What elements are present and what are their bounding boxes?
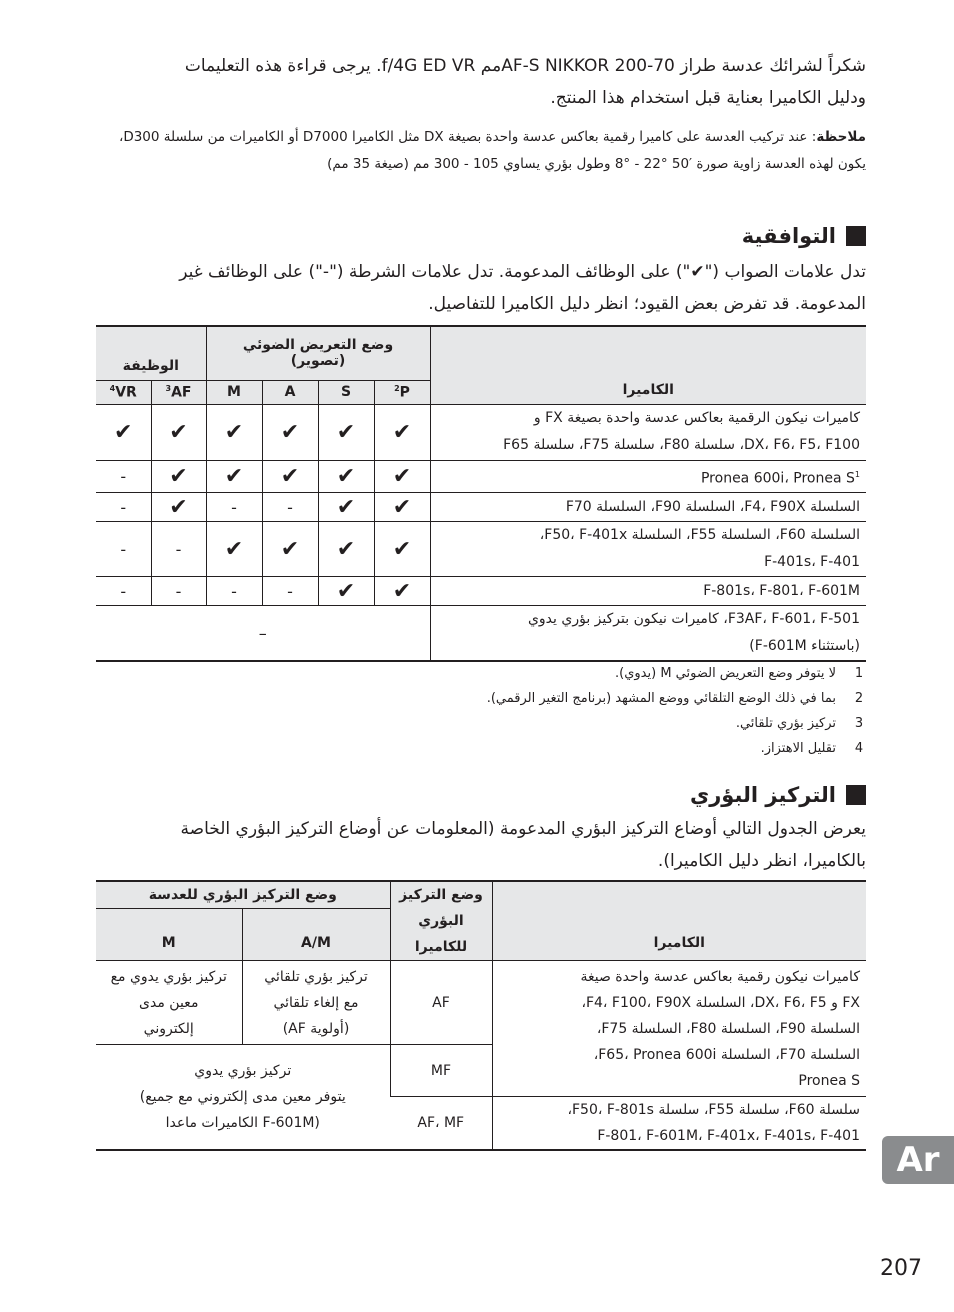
- focus-para-line-1: يعرض الجدول التالي أوضاع التركيز البؤري المدعومة (المعلومات عن أوضاع التركيز البؤري الخاصة: [180, 819, 866, 839]
- camera-cell: كاميرات نيكون رقمية بعاكس عدسة واحدة صيغة FX و DX، F6، F5، السلسلة F4، F100، F90X، السلسلة F90، السلسلة F80، السلسلة F75، السلسلة F70، السلسلة F65، Pronea 600i، Pronea S: [492, 961, 866, 1097]
- mode-af-mf-cell: AF، MF: [390, 1097, 492, 1151]
- col-s: S: [318, 380, 374, 404]
- af-am-cell: تركيز بؤري تلقائي مع إلغاء تلقائي (AF أولوية): [242, 961, 390, 1045]
- header-camera: الكاميرا: [430, 326, 866, 404]
- camera-cell: كاميرات نيكون الرقمية بعاكس عدسة واحدة بصيغة FX و DX، F6، F5، F100، سلسلة F80، سلسلة F75، سلسلة F65: [430, 404, 866, 460]
- header-camera-mode: وضع التركيز البؤري للكاميرا: [390, 881, 492, 961]
- table-row: [96, 493, 866, 522]
- mark-m: -: [206, 577, 262, 606]
- mark-af: -: [151, 577, 206, 606]
- note-text: : عند تركيب العدسة على كاميرا رقمية بعاكس عدسة واحدة بصيغة DX مثل الكاميرا D7000 أو الكاميرات من سلسلة D300، يكون لهذه العدسة زاوية صورة ′50 °22 - °8 وطول بؤري يساوي 105 ‑ 300 مم (صيغة 35 مم): [118, 129, 866, 172]
- camera-cell: سلسلة F60، سلسلة F55، سلسلة F50، F-801s، F-801، F-601M، F-401x، F-401s، F-401: [492, 1097, 866, 1151]
- header-exposure-sub: (تصوير): [290, 353, 346, 370]
- table-row: [96, 404, 866, 460]
- header-camera: الكاميرا: [492, 881, 866, 961]
- note-label: ملاحظة: [816, 129, 866, 145]
- camera-cell: السلسلة F4، F90X، السلسلة F90، السلسلة F70: [430, 493, 866, 522]
- col-vr: $^4$VR: [96, 380, 151, 404]
- mark-s: ✔: [318, 460, 374, 493]
- table-row: [96, 460, 866, 493]
- heading-square-icon: [846, 785, 866, 805]
- compat-heading-text: التوافقية: [741, 224, 836, 248]
- mark-vr: -: [96, 493, 151, 522]
- col-af: $^3$AF: [151, 380, 206, 404]
- focus-heading: [690, 783, 866, 807]
- col-p: $^2$P: [374, 380, 430, 404]
- compat-para-line-1: تدل علامات الصواب ("✔") على الوظائف المدعومة. تدل علامات الشرطة ("-") على الوظائف غير: [179, 262, 866, 282]
- focus-para-line-2: بالكاميرا، انظر دليل الكاميرا).: [657, 851, 866, 871]
- mark-a: ✔: [262, 522, 318, 577]
- col-am: A/M: [242, 909, 390, 961]
- mark-p: ✔: [374, 493, 430, 522]
- mark-a: ✔: [262, 460, 318, 493]
- mf-cell: تركيز بؤري يدوي (يتوفر معين مدى إلكتروني مع جميع الكاميرات ماعدا F-601M): [96, 1045, 390, 1151]
- col-m: M: [206, 380, 262, 404]
- focus-paragraph: [96, 813, 866, 877]
- mark-vr: -: [96, 577, 151, 606]
- intro-paragraph: [96, 50, 866, 114]
- mark-p: ✔: [374, 404, 430, 460]
- mark-a: -: [262, 493, 318, 522]
- camera-cell: F3AF، F-601، F-501، كاميرات نيكون بتركيز بؤري يدوي (باستثناء F-601M): [430, 606, 866, 662]
- mark-a: -: [262, 577, 318, 606]
- mark-a: ✔: [262, 404, 318, 460]
- intro-line-2: ودليل الكاميرا بعناية قبل استخدام هذا المنتج.: [550, 88, 866, 108]
- mark-s: ✔: [318, 577, 374, 606]
- language-tab: Ar: [882, 1136, 954, 1184]
- note-paragraph: [96, 124, 866, 178]
- camera-cell: F-801s، F-801، F-601M: [430, 577, 866, 606]
- mark-vr: ✔: [96, 404, 151, 460]
- table-row: [96, 577, 866, 606]
- mark-m: ✔: [206, 460, 262, 493]
- col-a: A: [262, 380, 318, 404]
- mark-m: -: [206, 493, 262, 522]
- mark-af: -: [151, 522, 206, 577]
- intro-line-1: شكراً لشرائك عدسة طراز AF-S NIKKOR 200-70مم f/4G ED VR. يرجى قراءة هذه التعليمات: [184, 56, 866, 76]
- af-manual-cell: تركيز بؤري يدوي مع معين مدى إلكتروني: [96, 961, 242, 1045]
- camera-cell: السلسلة F60، السلسلة F55، السلسلة F50، F-401x، F-401s، F-401: [430, 522, 866, 577]
- heading-square-icon: [846, 226, 866, 246]
- col-m: M: [96, 909, 242, 961]
- focus-table: [96, 880, 866, 1151]
- header-function: الوظيفة: [96, 326, 206, 380]
- mode-af-cell: AF: [390, 961, 492, 1045]
- compat-para-line-2: المدعومة. قد تفرض بعض القيود؛ انظر دليل الكاميرا للتفاصيل.: [428, 294, 866, 314]
- table-row: [96, 961, 866, 1045]
- table-row: [96, 606, 866, 662]
- mark-vr: -: [96, 522, 151, 577]
- header-exposure-text: وضع التعريض الضوئي: [242, 337, 394, 354]
- header-exposure: [206, 326, 430, 380]
- table-row: [96, 522, 866, 577]
- focus-heading-text: التركيز البؤري: [689, 783, 836, 807]
- header-lens-mode: وضع التركيز البؤري للعدسة: [96, 881, 390, 909]
- mode-mf-cell: MF: [390, 1045, 492, 1097]
- page-number: 207: [880, 1256, 922, 1281]
- mark-vr: -: [96, 460, 151, 493]
- footnote: 3 تركيز بؤري تلقائي.: [735, 716, 864, 731]
- mark-af: ✔: [151, 493, 206, 522]
- mark-p: ✔: [374, 460, 430, 493]
- mark-p: ✔: [374, 577, 430, 606]
- mark-m: ✔: [206, 404, 262, 460]
- mark-af: ✔: [151, 460, 206, 493]
- footnotes: [96, 661, 866, 761]
- compat-paragraph: [96, 256, 866, 320]
- footnote: 1 لا يتوفر وضع التعريض الضوئي M (يدوي).: [615, 666, 864, 681]
- mark-m: ✔: [206, 522, 262, 577]
- compat-table: [96, 325, 866, 662]
- mark-s: ✔: [318, 522, 374, 577]
- mark-p: ✔: [374, 522, 430, 577]
- mark-s: ✔: [318, 404, 374, 460]
- camera-cell: Pronea 600i، Pronea $S^1$: [430, 460, 866, 493]
- unsupported-span: –: [96, 606, 430, 662]
- mark-af: ✔: [151, 404, 206, 460]
- footnote: 2 بما في ذلك الوضع التلقائي ووضع المشهد (برنامج التغير الرقمي).: [486, 691, 864, 706]
- mark-s: ✔: [318, 493, 374, 522]
- footnote: 4 تقليل الاهتزاز.: [760, 741, 864, 756]
- compat-heading: [742, 224, 866, 248]
